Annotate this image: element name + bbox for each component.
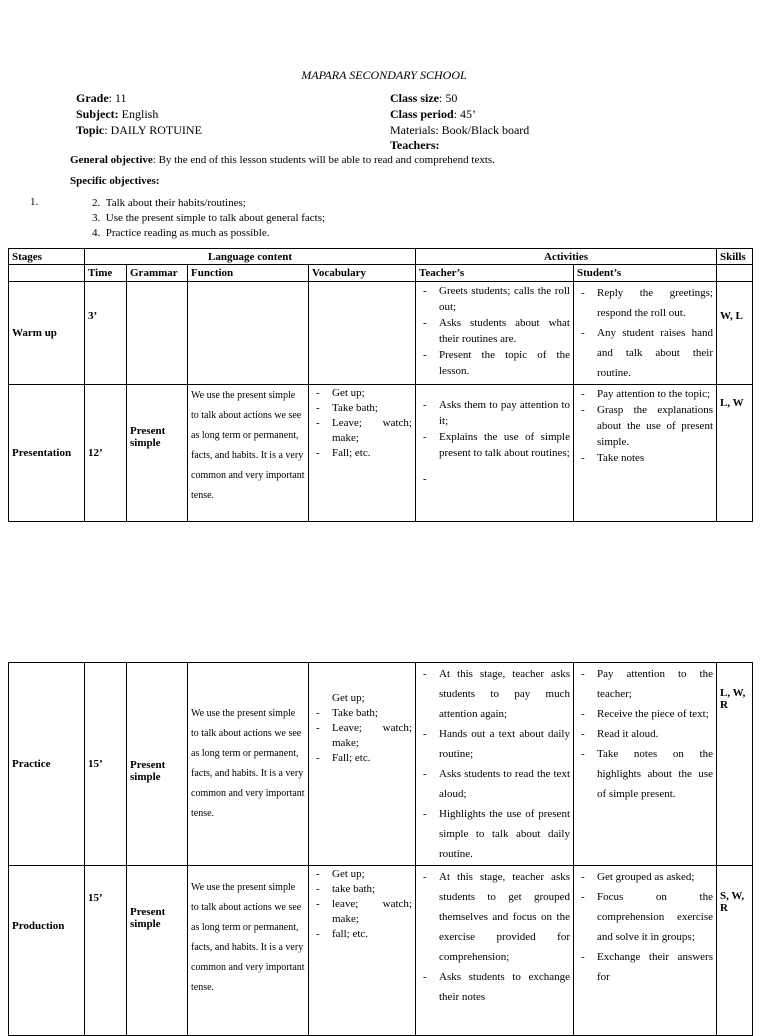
list-item: - Take bath; [332,706,412,721]
list-item: - Leave; watch; make; [332,416,412,446]
skills-cell: L, W [717,385,753,522]
list-item: - Any student raises hand and talk about their routine. [597,323,713,383]
student-activities [574,866,717,1036]
topic-field [76,123,202,138]
list-item: - Take bath; [332,401,412,416]
list-item: - Present the topic of the lesson. [439,347,570,379]
header-language-content: Language content [85,249,416,265]
list-item: - Fall; etc. [332,751,412,766]
list-item: - Leave; watch; make; [332,721,412,751]
header-stages: Stages [9,249,85,265]
table-row [9,663,753,866]
skills-cell: L, W, R [717,663,753,866]
list-item: - Asks students to read the text aloud; [439,764,570,804]
class-size-value: : 50 [439,91,458,105]
list-item: - Take notes [597,450,713,466]
student-activities [574,385,717,522]
grade-value: : 11 [108,91,127,105]
stage-presentation: Presentation [9,385,85,522]
table-row [9,282,753,385]
time-cell: 3’ [85,282,127,385]
function-text: We use the present simple to talk about actions we see as long term or permanent, facts, and habits. It is a very common and very important tense. [188,866,309,1036]
header-time: Time [85,265,127,282]
teacher-activities [416,663,574,866]
objective-item: 2. Talk about their habits/routines; [92,197,246,209]
grammar-cell: Present simple [127,663,188,866]
header-teachers: Teacher’s [416,265,574,282]
list-item: - Get grouped as asked; [597,867,713,887]
list-item: - Fall; etc. [332,446,412,461]
class-period-field [390,107,476,122]
class-period-value: : 45’ [453,107,477,121]
stage-production: Production [9,866,85,1036]
general-objective [70,154,495,166]
list-item: - Reply the greetings; respond the roll out. [597,283,713,323]
function-text: We use the present simple to talk about actions we see as long term or permanent, facts, and habits. It is a very common and very important tense. [188,385,309,522]
list-item: - Asks them to pay attention to it; [439,397,570,429]
function-text: We use the present simple to talk about actions we see as long term or permanent, facts, and habits. It is a very common and very important tense. [188,663,309,866]
vocabulary-list [309,663,416,866]
list-item: - Greets students; calls the roll out; [439,283,570,315]
subject-field [76,107,158,122]
school-title: MAPARA SECONDARY SCHOOL [301,68,467,82]
skills-cell: W, L [717,282,753,385]
grammar-cell: Present simple [127,385,188,522]
class-size-label: Class size [390,91,439,105]
list-item: - At this stage, teacher asks students to get grouped themselves and focus on the exercise provided for comprehension; [439,867,570,967]
topic-value: : DAILY ROTUINE [104,123,202,137]
student-activities [574,663,717,866]
subject-value: English [118,107,159,121]
header-students: Student’s [574,265,717,282]
time-cell: 15’ [85,866,127,1036]
class-size-field [390,91,457,106]
list-item: - Asks students to exchange their notes [439,967,570,1007]
topic-label: Topic [76,123,105,137]
table-row [9,385,753,522]
list-item: - leave; watch; make; [332,897,412,927]
stage-practice: Practice [9,663,85,866]
list-item: - Get up; [332,386,412,401]
lesson-plan-table-2 [8,662,753,1036]
list-item: - Asks students about what their routines are. [439,315,570,347]
list-item: - Pay attention to the teacher; [597,664,713,704]
specific-objectives-label: Specific objectives: [70,175,160,187]
list-item: - fall; etc. [332,927,412,942]
lesson-plan-table-1 [8,248,753,522]
list-item: - At this stage, teacher asks students to pay much attention again; [439,664,570,724]
class-period-label: Class period [390,107,454,121]
student-activities [574,282,717,385]
general-objective-label: General objective [70,154,153,166]
list-item: - take bath; [332,882,412,897]
skills-cell: S, W, R [717,866,753,1036]
list-item: - Explains the use of simple present to talk about routines; [439,429,570,461]
vocabulary-list [309,866,416,1036]
list-item: - Highlights the use of present simple to talk about daily routine. [439,804,570,864]
teacher-activities [416,866,574,1036]
grade-field [76,91,127,106]
list-item: - Grasp the explanations about the use of present simple. [597,402,713,450]
teachers-label: Teachers: [390,138,440,152]
teacher-activities [416,282,574,385]
teacher-activities [416,385,574,522]
list-item: - Focus on the comprehension exercise and solve it in groups; [597,887,713,947]
list-item [439,471,570,485]
objectives-list [92,196,325,241]
header-grammar: Grammar [127,265,188,282]
time-cell: 15’ [85,663,127,866]
list-item: - Take notes on the highlights about the use of simple present. [597,744,713,804]
list-item: - Receive the piece of text; [597,704,713,724]
list-item: - Read it aloud. [597,724,713,744]
objective-item: 3. Use the present simple to talk about general facts; [92,212,326,224]
stage-warm-up: Warm up [9,282,85,385]
general-objective-text: : By the end of this lesson students will be able to read and comprehend texts. [152,154,495,166]
table-row [9,866,753,1036]
objective-item: 4. Practice reading as much as possible. [92,227,270,239]
materials-field: Materials: Book/Black board [390,123,530,137]
list-item: - Get up; [332,867,412,882]
time-cell: 12’ [85,385,127,522]
objective-number-1: 1. [30,196,39,208]
grammar-cell: Present simple [127,866,188,1036]
grade-label: Grade [76,91,109,105]
header-activities: Activities [416,249,717,265]
subject-label: Subject: [76,107,119,121]
vocabulary-list [309,385,416,522]
list-item: - Exchange their answers for [597,947,713,987]
list-item: - Pay attention to the topic; [597,386,713,402]
list-item: Get up; [332,692,365,704]
list-item: - Hands out a text about daily routine; [439,724,570,764]
header-function: Function [188,265,309,282]
header-vocabulary: Vocabulary [309,265,416,282]
header-skills: Skills [717,249,753,265]
